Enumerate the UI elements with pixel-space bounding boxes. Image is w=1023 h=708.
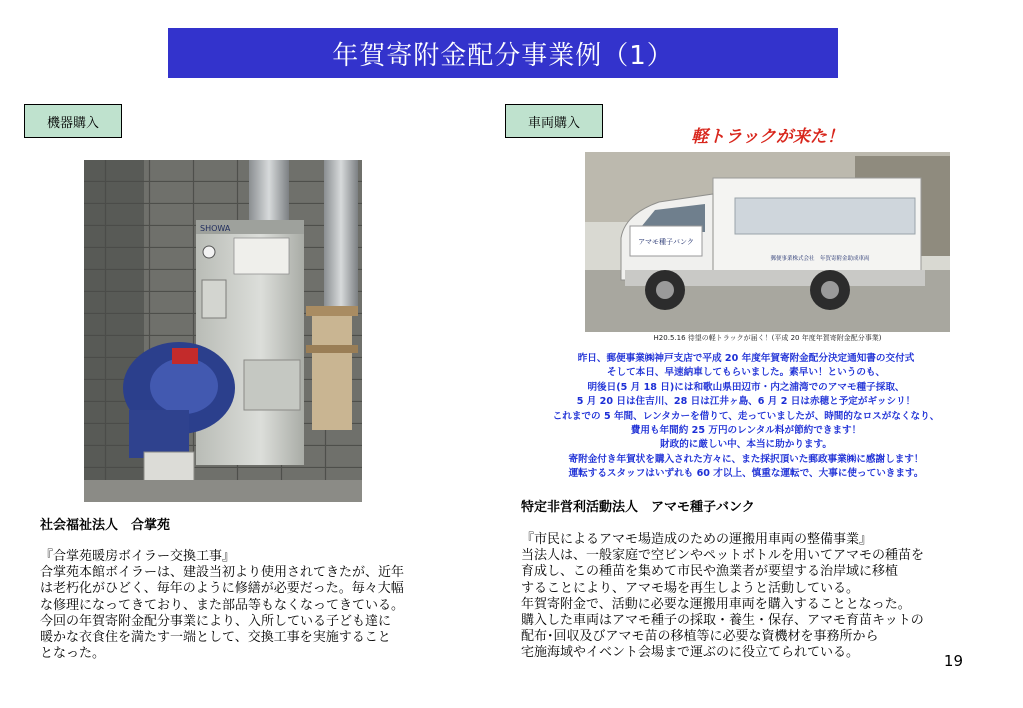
truck-sign-postal: 郵便事業株式会社 年賀寄附金助成車両 xyxy=(770,256,870,262)
boiler-brand-label: SHOWA xyxy=(200,224,231,233)
announcement-line: 費用も年間約 25 万円のレンタル料が節約できます！ xyxy=(630,425,862,437)
slide-title: 年賀寄附金配分事業例（1） xyxy=(168,28,838,78)
announcement-line: そして本日、早速納車してもらいました。素早い！というのも、 xyxy=(606,367,886,379)
tag-equipment-purchase: 機器購入 xyxy=(24,104,122,138)
tag-vehicle-purchase: 車両購入 xyxy=(505,104,603,138)
announcement-line: 財政的に厳しい中、本当に助かります。 xyxy=(660,439,832,451)
boiler-photo xyxy=(84,160,362,502)
announcement-line: 昨日、郵便事業㈱神戸支店で平成 20 年度年賀寄附金配分決定通知書の交付式 xyxy=(577,353,915,364)
right-description: 『市民によるアマモ場造成のための運搬用車両の整備事業』 当法人は、一般家庭で空ビンやペットボトルを用いてアマモの種苗を 育成し、この種苗を集めて市民や漁業者が要望する治岸域に移植 することにより、アマモ場を再生しようと活動している。 年賀寄附金で、活動に必要な運搬用車両を購入することとなった。 購入した車両はアマモ種子の採取・養生・保存、アマモ育苗キットの 配布･回収及びアマモ苗の移植等に必要な資機材を事務所から 宅施海域やイベント会場まで運ぶのに役立てられている。 xyxy=(521,532,925,661)
truck-photo xyxy=(585,120,950,335)
announcement-line: 寄附金付き年賀状を購入された方々に、また採択頂いた郵政事業㈱に感謝します！ xyxy=(568,453,924,465)
announcement-line: 運転するスタッフはいずれも 60 才以上、慎重な運転で、大事に使っていきます。 xyxy=(568,468,924,480)
announcement-line: これまでの 5 年間、レンタカーを借りて、走っていましたが、時間的なロスがなくなり、 xyxy=(552,410,940,422)
truck-photo-headline: 軽トラックが来た！ xyxy=(691,127,844,147)
left-description: 『合掌苑暖房ボイラー交換工事』 合掌苑本館ボイラーは、建設当初より使用されてきたが、近年 は老朽化がひどく、毎年のように修繕が必要だった。毎々大幅 な修理になってきており、また部品等もなくなってきている。 今回の年賀寄附金配分事業により、入所している子ども達に 暖かな衣食住を満たす一端として、交換工事を実施すること となった。 xyxy=(40,549,405,662)
boiler-illustration xyxy=(84,160,362,502)
truck-illustration xyxy=(585,120,950,335)
truck-sign-seed-bank: アマモ種子バンク xyxy=(638,238,694,246)
announcement-line: 5 月 20 日は住吉川、28 日は江井ヶ島、6 月 2 日は赤穂と予定がギッシリ！ xyxy=(576,396,916,408)
right-org-name: 特定非営利活動法人 アマモ種子バンク xyxy=(521,500,755,515)
page-number: 19 xyxy=(943,652,963,670)
announcement-line: 明後日(5 月 18 日)には和歌山県田辺市・内之浦湾でのアマモ種子採取、 xyxy=(587,381,905,393)
truck-photo-caption: H20.5.16 待望の軽トラックが届く！(平成 20 年度年賀寄附金配分事業) xyxy=(653,334,882,342)
left-org-name: 社会福祉法人 合掌苑 xyxy=(40,518,171,533)
truck-announcement xyxy=(548,352,944,482)
